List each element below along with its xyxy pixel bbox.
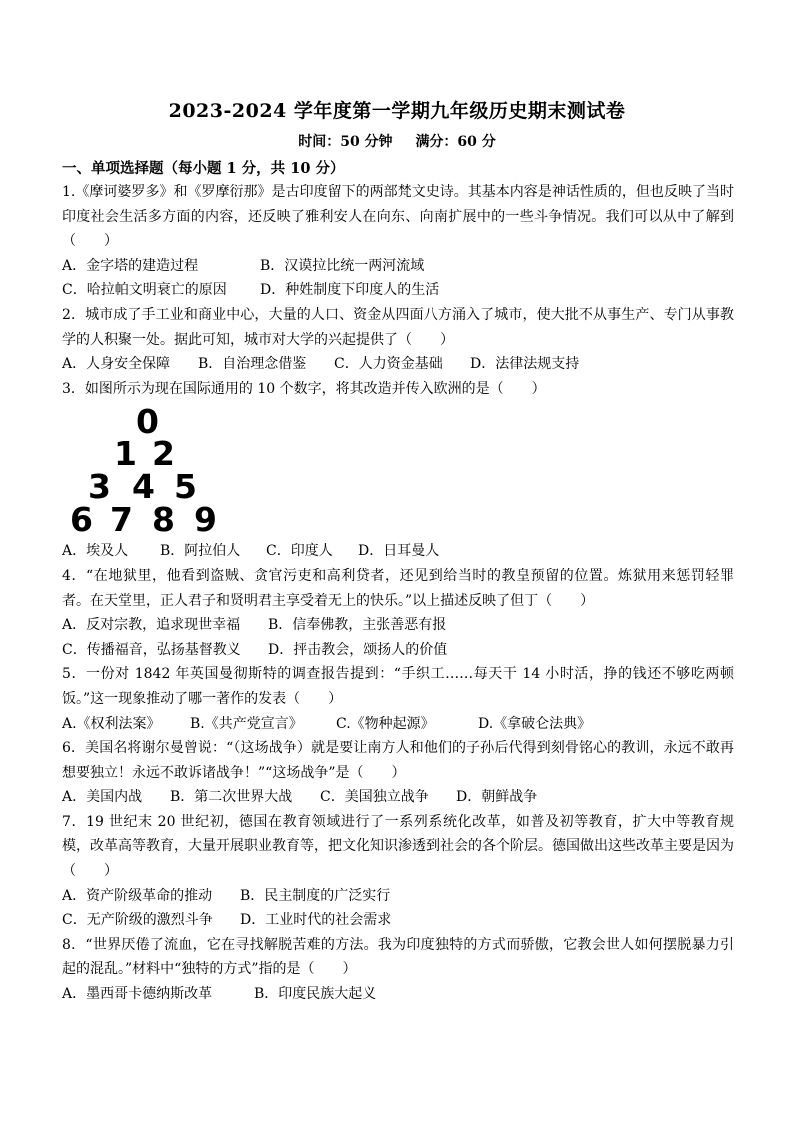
digit-1: 1 xyxy=(114,434,137,474)
question-4-option-b: B．信奉佛教，主张善恶有报 xyxy=(268,617,447,634)
digit-2: 2 xyxy=(152,434,175,474)
question-5-option-d: D.《拿破仑法典》 xyxy=(478,715,592,732)
question-3-stem: 3．如图所示为现在国际通用的 10 个数字，将其改造并传入欧洲的是（ ） xyxy=(62,380,546,397)
question-8-option-b: B．印度民族大起义 xyxy=(254,986,377,1003)
question-1-option-b: B．汉谟拉比统一两河流域 xyxy=(260,257,425,274)
question-1-option-d: D．种姓制度下印度人的生活 xyxy=(260,282,440,299)
question-2-option-c: C．人力资金基础 xyxy=(334,356,443,373)
question-1-options-row-2 xyxy=(62,278,734,303)
question-2-option-d: D．法律法规支持 xyxy=(470,356,580,373)
question-7-options-row-1 xyxy=(62,884,734,909)
question-7-option-b: B．民主制度的广泛实行 xyxy=(240,887,391,904)
question-3-option-a: A．埃及人 xyxy=(62,543,129,560)
digit-9: 9 xyxy=(194,500,217,540)
question-4-option-a: A．反对宗教，追求现世幸福 xyxy=(62,617,241,634)
question-7-options-row-2 xyxy=(62,908,734,933)
question-4-options-row-2 xyxy=(62,638,734,663)
question-5-option-b: B.《共产党宣言》 xyxy=(190,715,303,732)
exam-time: 时间：50 分钟 xyxy=(298,134,393,150)
question-6-option-c: C．美国独立战争 xyxy=(320,789,429,806)
question-8-options-row-1 xyxy=(62,982,734,1007)
question-4-options-row-1 xyxy=(62,613,734,638)
question-6-options xyxy=(62,785,734,810)
question-5-option-a: A.《权利法案》 xyxy=(62,715,161,732)
exam-title: 2023-2024 学年度第一学期九年级历史期末测试卷 xyxy=(168,100,626,122)
question-8-option-a: A．墨西哥卡德纳斯改革 xyxy=(62,986,213,1003)
question-4-stem: 4．“在地狱里，他看到盗贼、贪官污吏和高利贷者，还见到给当时的教皇预留的位置。炼狱用来惩罚轻罪者。在天堂里，正人君子和贤明君主享受着无上的快乐。”以上描述反映了但丁（ ） xyxy=(62,567,734,609)
digit-0: 0 xyxy=(136,402,159,442)
exam-score: 满分：60 分 xyxy=(415,134,496,150)
question-1-options-row-1 xyxy=(62,254,734,279)
digit-7: 7 xyxy=(110,500,133,540)
question-3-option-d: D．日耳曼人 xyxy=(358,543,440,560)
question-7-option-d: D．工业时代的社会需求 xyxy=(240,912,392,929)
exam-subtitle xyxy=(0,131,794,151)
question-2-stem: 2．城市成了手工业和商业中心，大量的人口、资金从四面八方涌入了城市，使大批不从事生产、专门从事教学的人积聚一处。据此可知，城市对大学的兴起提供了（ ） xyxy=(62,306,734,348)
digit-5: 5 xyxy=(174,467,197,507)
digits-pyramid-figure xyxy=(70,402,230,540)
digit-3: 3 xyxy=(88,467,111,507)
question-2-option-b: B．自治理念借鉴 xyxy=(198,356,307,373)
question-1-option-a: A．金字塔的建造过程 xyxy=(62,257,199,274)
question-5-stem: 5．一份对 1842 年英国曼彻斯特的调查报告提到：“手织工……每天干 14 小时活，挣的钱还不够吃两顿饭。”这一现象推动了哪一著作的发表（ ） xyxy=(62,666,734,707)
question-3-options xyxy=(62,539,734,564)
questions-block xyxy=(62,180,734,1007)
digit-8: 8 xyxy=(152,500,175,540)
question-2-option-a: A．人身安全保障 xyxy=(62,356,171,373)
question-6-stem: 6．美国名将谢尔曼曾说：“（这场战争）就是要让南方人和他们的子孙后代得到刻骨铭心的教训，永远不敢再想要独立！永远不敢诉诸战争！”“这场战争”是（ ） xyxy=(62,740,734,781)
question-5-option-c: C.《物种起源》 xyxy=(336,715,435,732)
question-6-option-a: A．美国内战 xyxy=(62,789,143,806)
digit-6: 6 xyxy=(70,500,93,540)
question-3-option-c: C．印度人 xyxy=(266,543,333,560)
question-3-option-b: B．阿拉伯人 xyxy=(160,543,241,560)
section-heading: 一、单项选择题（每小题 1 分，共 10 分） xyxy=(62,160,345,177)
question-7-option-a: A．资产阶级革命的推动 xyxy=(62,887,213,904)
question-7-option-c: C．无产阶级的激烈斗争 xyxy=(62,912,213,929)
digit-4: 4 xyxy=(132,467,155,507)
question-5-options xyxy=(62,712,734,737)
question-1-stem: 1.《摩诃婆罗多》和《罗摩衍那》是古印度留下的两部梵文史诗。其基本内容是神话性质的，但也反映了当时印度社会生活多方面的内容，还反映了雅利安人在向东、向南扩展中的一些斗争情况。我们可以从中了解到（ ） xyxy=(62,184,734,250)
question-7-stem: 7．19 世纪末 20 世纪初，德国在教育领域进行了一系列系统化改革，如普及初等教育，扩大中等教育规模，改革高等教育，大量开展职业教育等，把文化知识渗透到社会的各个阶层。德国做出这些改革主要是因为（ ） xyxy=(62,813,734,880)
question-6-option-d: D．朝鲜战争 xyxy=(456,789,538,806)
question-8-stem: 8．“世界厌倦了流血，它在寻找解脱苦难的方法。我为印度独特的方式而骄傲，它教会世人如何摆脱暴力引起的混乱。”材料中“独特的方式”指的是（ ） xyxy=(62,936,734,978)
question-6-option-b: B．第二次世界大战 xyxy=(170,789,293,806)
question-4-option-d: D．抨击教会，颂扬人的价值 xyxy=(268,641,448,658)
question-4-option-c: C．传播福音，弘扬基督教义 xyxy=(62,641,241,658)
question-1-option-c: C．哈拉帕文明衰亡的原因 xyxy=(62,282,227,299)
question-2-options xyxy=(62,352,734,377)
